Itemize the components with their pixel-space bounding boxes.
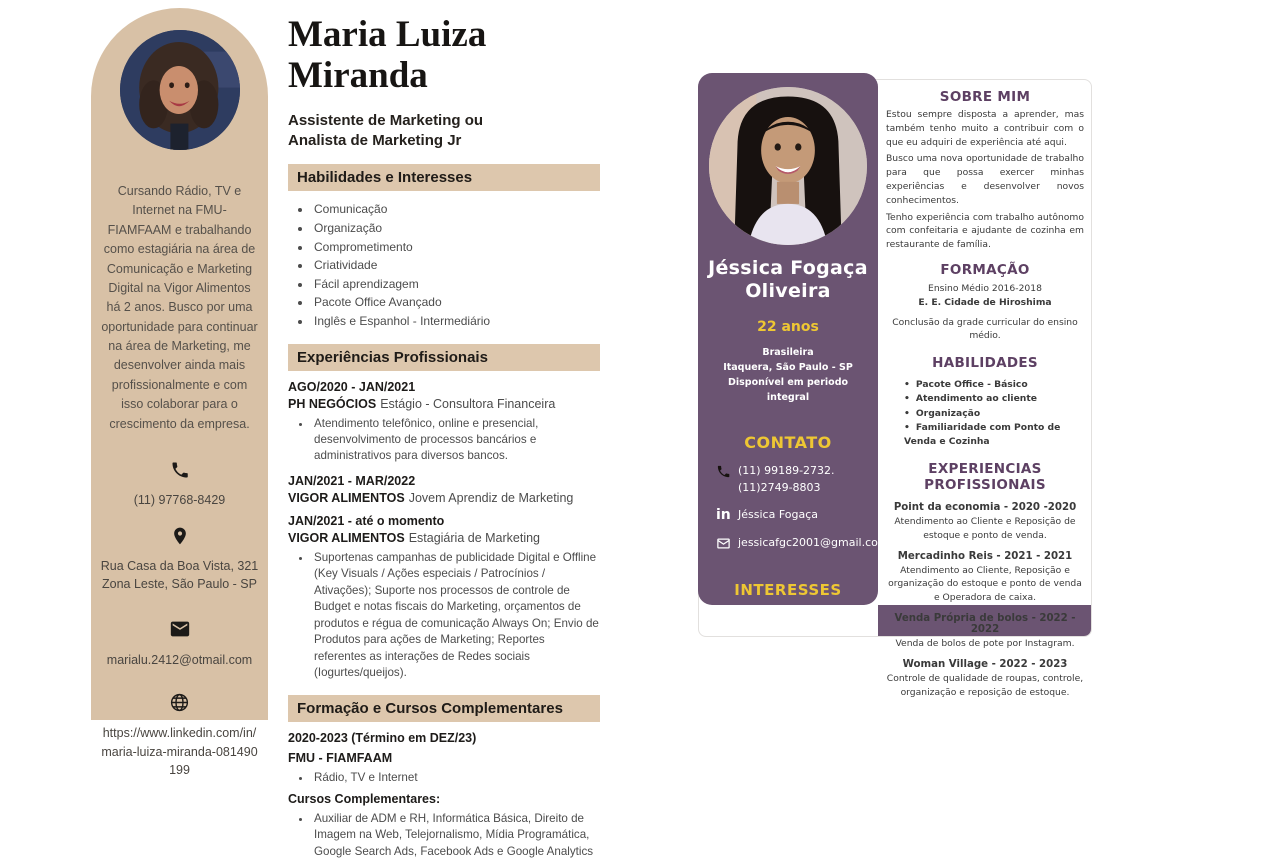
about-paragraph: Tenho experiência com trabalho autônomo com confeitaria e ajudante de cozinha em restaurante de família.	[886, 211, 1084, 251]
personal-detail-line: Disponível em periodo integral	[727, 376, 849, 404]
portrait-illustration	[120, 30, 240, 150]
interests-list	[708, 606, 868, 660]
skill-item: • Atendimento ao cliente	[904, 392, 1084, 406]
skill-item: • Pacote Office - Básico	[904, 378, 1084, 392]
name-line1: Jéssica Fogaça	[708, 257, 868, 279]
experience-entry	[886, 613, 1084, 650]
right-resume-sidebar	[698, 73, 889, 658]
experience-dates: AGO/2020 - JAN/2021	[288, 379, 416, 394]
experience-title	[288, 397, 600, 411]
section-header-education: Formação e Cursos Complementares	[288, 695, 600, 722]
education-period: Ensino Médio 2016-2018	[928, 282, 1042, 294]
phone-icon	[716, 463, 738, 483]
experience-bullets	[288, 416, 600, 465]
role-line2: Analista de Marketing Jr	[288, 132, 462, 150]
skills-list	[288, 200, 600, 330]
left-resume-sidebar	[91, 8, 268, 778]
phone-row	[708, 463, 868, 496]
interests-header: INTERESSES	[734, 580, 842, 599]
phone-icon	[91, 460, 268, 485]
phone-numbers	[738, 463, 835, 496]
age: 22 anos	[757, 318, 819, 335]
experience-title	[288, 531, 600, 545]
globe-icon	[91, 692, 268, 718]
name-line1: Maria Luiza	[288, 14, 487, 55]
skill-item: • Organização	[904, 407, 1084, 421]
skill-item: • Comunicação	[312, 200, 600, 219]
skill-item: • Pacote Office Avançado	[312, 293, 600, 312]
experience-role: Estágio - Consultora Financeira	[380, 396, 556, 411]
interest-item: Atendente	[755, 625, 821, 639]
skill-item: • Inglês e Espanhol - Intermediário	[312, 312, 600, 331]
personal-detail-line: Brasileira	[762, 346, 814, 358]
experience-role: Jovem Aprendiz de Marketing	[408, 490, 574, 505]
section-header-experience: Experiências Profissionais	[288, 344, 600, 371]
experience-desc: Venda de bolos de pote por Instagram.	[895, 638, 1075, 650]
name-line2: Oliveira	[745, 279, 831, 302]
experience-company: PH NEGÓCIOS	[288, 396, 377, 411]
envelope-icon	[716, 535, 738, 555]
extra-course: • Auxiliar de ADM e RH, Informática Básica, Direito de Imagem na Web, Telejornalismo, Mídia Programática, Google Search Ads, Facebook Ads e Google Analytics	[312, 811, 600, 860]
experience-title: Venda Própria de bolos - 2022 - 2022	[894, 613, 1076, 636]
about-header: SOBRE MIM	[939, 89, 1031, 105]
linkedin-name[interactable]: Jéssica Fogaça	[738, 508, 818, 522]
education-course: • Rádio, TV e Internet	[312, 770, 600, 786]
experience-desc: Atendimento ao Cliente, Reposição e organização do estoque e ponto de venda e Operadora de caixa.	[888, 565, 1082, 603]
candidate-name	[288, 14, 600, 97]
experience-entry	[288, 474, 600, 505]
about-paragraph: Busco uma nova oportunidade de trabalho para que possa exercer minhas experiências e desenvolver novos conhecimentos.	[886, 153, 1084, 206]
experience-desc: Controle de qualidade de roupas, controle, organização e reposição de estoque.	[886, 673, 1084, 698]
linkedin-url[interactable]: https://www.linkedin.com/in/maria-luiza-miranda-081490199	[101, 725, 258, 778]
email-row	[708, 535, 889, 555]
experience-title: Point da economia - 2020 -2020	[893, 502, 1077, 514]
phone-line2: (11)2749-8803	[738, 480, 821, 494]
portrait-illustration	[709, 87, 867, 245]
skill-item: • Comprometimento	[312, 238, 600, 257]
education-school: FMU - FIAMFAAM	[288, 750, 393, 765]
experience-bullet: • Suportenas campanhas de publicidade Digital e Offline (Key Visuals / Ações especiais / Patrocínios / Ativações); Suporte nos processos de controle de Budget e notas fiscais do Marketing, orçamentos de produtos e régua de comunicação Always On; Envio de Produtos para ações de Marketing; Reportes referentes as interações de Redes sociais (Iogurtes/queijos).	[312, 550, 600, 682]
experience-title: Woman Village - 2022 - 2023	[902, 659, 1068, 671]
interest-item: Recepcionista	[744, 607, 832, 621]
phone-number: (11) 97768-8429	[133, 492, 226, 507]
email-address[interactable]: jessicafgc2001@gmail.com	[738, 535, 889, 549]
education-school: E. E. Cidade de Hiroshima	[918, 296, 1052, 308]
candidate-name	[708, 257, 868, 303]
left-resume-main	[288, 14, 600, 862]
experience-entry	[886, 502, 1084, 542]
experience-desc: Atendimento ao Cliente e Reposição de estoque e ponto de venda.	[894, 516, 1076, 541]
name-line2: Miranda	[288, 55, 428, 97]
experience-company: VIGOR ALIMENTOS	[288, 490, 405, 505]
contact-header: CONTATO	[744, 433, 832, 453]
education-desc: Conclusão da grade curricular do ensino médio.	[892, 316, 1078, 342]
experience-entries	[288, 380, 600, 682]
experience-header: EXPERIENCIAS PROFISSIONAIS	[924, 461, 1046, 494]
experience-entry	[886, 659, 1084, 699]
address-line1: Rua Casa da Boa Vista, 321	[100, 558, 259, 573]
address-line2: Zona Leste, São Paulo - SP	[102, 577, 257, 592]
phone-line1: (11) 99189-2732.	[738, 464, 835, 478]
extra-courses-label: Cursos Complementares:	[288, 791, 441, 806]
experience-dates: JAN/2021 - até o momento	[288, 513, 445, 528]
personal-detail-line: Itaquera, São Paulo - SP	[723, 361, 853, 373]
extra-courses-list	[288, 811, 600, 860]
skills-header: HABILIDADES	[932, 355, 1038, 372]
experience-company: VIGOR ALIMENTOS	[288, 530, 405, 545]
email-address[interactable]: marialu.2412@otmail.com	[106, 653, 253, 668]
skill-item: • Criatividade	[312, 256, 600, 275]
interest-item: Auxiliar de cozinha	[729, 644, 847, 658]
experience-role: Estagiária de Marketing	[408, 530, 541, 545]
skills-list	[904, 378, 1084, 449]
linkedin-icon: in	[716, 507, 731, 524]
envelope-icon	[91, 618, 268, 645]
experience-entry	[886, 551, 1084, 604]
experience-entry	[288, 514, 600, 682]
address	[91, 557, 268, 595]
about-paragraph: Estou sempre disposta a aprender, mas também tenho muito a contribuir com o que eu adquiri de experiência até aqui.	[886, 109, 1084, 148]
profile-summary: Cursando Rádio, TV e Internet na FMU-FIAMFAAM e trabalhando como estagiária na área de Comunicação e Marketing Digital na Vigor Alimentos há 2 anos. Busco por uma oportunidade para continuar na área de Marketing, me desenvolver ainda mais profissionalmente e com isso colaborar para o crescimento da empresa.	[101, 184, 258, 431]
experience-dates: JAN/2021 - MAR/2022	[288, 473, 416, 488]
experience-title: Mercadinho Reis - 2021 - 2021	[897, 551, 1073, 563]
maria-profile-photo	[120, 30, 240, 150]
linkedin-row	[708, 507, 868, 524]
experience-bullets	[288, 550, 600, 682]
candidate-role	[288, 111, 600, 152]
education-header: FORMAÇÃO	[940, 261, 1030, 278]
experience-entry	[288, 380, 600, 465]
section-header-skills: Habilidades e Interesses	[288, 164, 600, 191]
experience-entries	[886, 502, 1084, 699]
skill-item: • Fácil aprendizagem	[312, 275, 600, 294]
right-resume-main	[886, 89, 1084, 699]
location-pin-icon	[91, 526, 268, 551]
contact-block	[91, 460, 268, 780]
jessica-profile-photo	[709, 87, 867, 245]
education-course-list	[288, 770, 600, 786]
skill-item: • Organização	[312, 219, 600, 238]
experience-title	[288, 491, 600, 505]
role-line1: Assistente de Marketing ou	[288, 111, 484, 129]
personal-details	[708, 345, 868, 406]
skill-item: • Familiaridade com Ponto de Venda e Cozinha	[904, 421, 1084, 450]
about-paragraphs	[886, 108, 1084, 252]
education-dates: 2020-2023 (Término em DEZ/23)	[288, 730, 477, 745]
experience-bullet: • Atendimento telefônico, online e presencial, desenvolvimento de processos bancários e administrativos para diversos bancos.	[312, 416, 600, 465]
